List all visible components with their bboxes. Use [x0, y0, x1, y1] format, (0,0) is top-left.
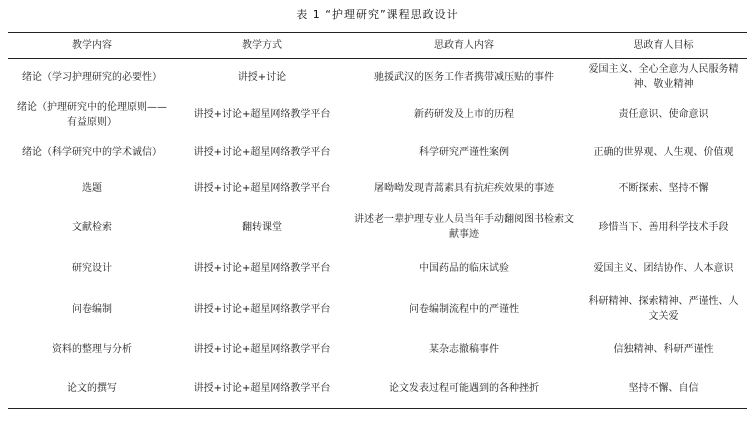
table-header-row: [8, 33, 747, 59]
header-teaching-method: 教学方式: [242, 40, 282, 51]
table-row: [8, 59, 747, 96]
table-row: [8, 170, 747, 206]
table-row: [8, 206, 747, 248]
cell-ideological-content: 屠呦呦发现青蒿素具有抗疟疾效果的事迹: [374, 182, 554, 194]
cell-teaching-content: 研究设计: [72, 262, 112, 274]
table-row: [8, 95, 747, 134]
cell-ideological-content: 中国药品的临床试验: [419, 262, 509, 274]
cell-ideological-goal: 爱国主义、团结协作、人本意识: [593, 262, 734, 274]
cell-teaching-method: 讲授+讨论+超星网络教学平台: [193, 182, 331, 194]
cell-ideological-content: 论文发表过程可能遇到的各种挫折: [389, 383, 539, 394]
cell-ideological-goal: 珍惜当下、善用科学技术手段: [598, 221, 729, 233]
table-row: [8, 288, 747, 330]
header-ideological-goal: 思政育人目标: [633, 40, 694, 51]
cell-ideological-content: 科学研究严谨性案例: [419, 146, 509, 158]
header-teaching-content: 教学内容: [72, 40, 112, 51]
cell-ideological-goal: 正确的世界观、人生观、价值观: [593, 146, 734, 158]
header-ideological-content: 思政育人内容: [434, 40, 494, 51]
course-design-table: [8, 32, 747, 409]
table-caption: 表 1 “护理研究”课程思政设计: [296, 8, 459, 21]
cell-teaching-method: 讲授+讨论+超星网络教学平台: [193, 109, 331, 120]
cell-teaching-method: 讲授+讨论: [237, 71, 287, 83]
cell-teaching-content: 资料的整理与分析: [52, 344, 132, 355]
cell-ideological-goal: 信独精神、科研严谨性: [613, 344, 714, 355]
cell-teaching-content: 问卷编制: [72, 303, 112, 315]
table-row: [8, 248, 747, 288]
cell-teaching-content: 绪论（护理研究中的伦理原则——有益原则）: [17, 101, 167, 128]
cell-teaching-method: 翻转课堂: [242, 221, 282, 233]
cell-ideological-content: 驰援武汉的医务工作者携带减压贴的事件: [374, 71, 554, 83]
cell-ideological-content: 某杂志撤稿事件: [429, 344, 499, 355]
cell-ideological-content: 新药研发及上市的历程: [414, 109, 514, 120]
table-row: [8, 134, 747, 170]
table-row: [8, 330, 747, 369]
cell-ideological-goal: 不断探索、坚持不懈: [618, 182, 709, 194]
cell-teaching-content: 选题: [82, 182, 102, 194]
cell-teaching-method: 讲授+讨论+超星网络教学平台: [193, 146, 331, 158]
cell-teaching-method: 讲授+讨论+超星网络教学平台: [193, 262, 331, 274]
cell-ideological-goal: 爱国主义、全心全意为人民服务精神、敬业精神: [588, 64, 739, 90]
cell-ideological-content: 问卷编制流程中的严谨性: [409, 303, 519, 315]
cell-ideological-goal: 坚持不懈、自信: [628, 383, 699, 394]
cell-ideological-goal: 科研精神、探索精神、严谨性、人文关爱: [588, 296, 739, 322]
cell-ideological-content: 讲述老一辈护理专业人员当年手动翻阅图书检索文献事迹: [354, 214, 574, 240]
cell-teaching-content: 绪论（学习护理研究的必要性）: [22, 71, 162, 83]
cell-teaching-method: 讲授+讨论+超星网络教学平台: [193, 344, 331, 355]
cell-teaching-content: 绪论（科学研究中的学术诚信）: [22, 146, 162, 158]
cell-ideological-goal: 责任意识、使命意识: [618, 109, 709, 120]
cell-teaching-method: 讲授+讨论+超星网络教学平台: [193, 303, 331, 315]
table-row: [8, 369, 747, 409]
cell-teaching-method: 讲授+讨论+超星网络教学平台: [193, 383, 331, 394]
cell-teaching-content: 文献检索: [72, 221, 112, 233]
cell-teaching-content: 论文的撰写: [67, 383, 117, 394]
